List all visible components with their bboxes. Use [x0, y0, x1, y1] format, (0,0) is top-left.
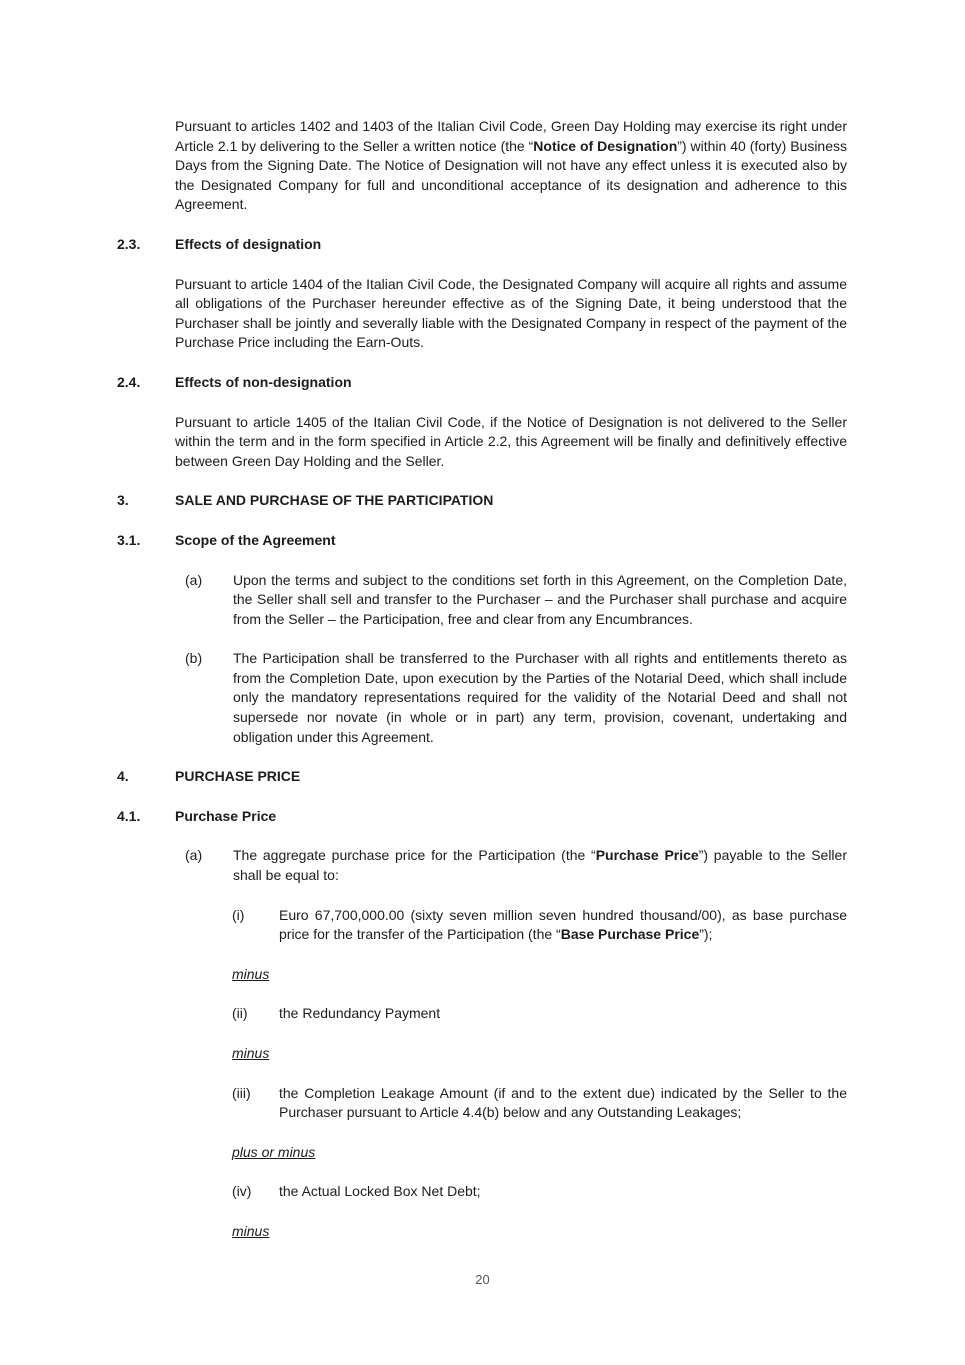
list-item-b: [185, 649, 847, 747]
list-marker: (ii): [232, 1005, 248, 1022]
text-run: The aggregate purchase price for the Participation (the “: [233, 847, 596, 864]
list-marker: (a): [185, 571, 203, 588]
text-run: Euro 67,700,000.00 (sixty seven million seven hundred thousand/00), as base purchase price for the transfer of the Participation (the “: [279, 906, 847, 943]
section-heading-3: [117, 491, 847, 511]
section-number: 3.: [117, 492, 129, 509]
text-run: ”) payable to the Seller shall be equal to:: [233, 847, 847, 884]
list-item-text: Upon the terms and subject to the conditions set forth in this Agreement, on the Completion Date, the Seller shall sell and transfer to the Purchaser – and the Purchaser shall purchase and acquire from the Seller – the Participation, free and clear from any Encumbrances.: [233, 571, 847, 627]
list-item-i: [232, 906, 847, 945]
section-title: Effects of non-designation: [175, 373, 352, 390]
section-2-4-paragraph: Pursuant to article 1405 of the Italian Civil Code, if the Notice of Designation is not delivered to the Seller within the term and in the form specified in Article 2.2, this Agreement will be finally and definitively effective between Green Day Holding and the Seller.: [175, 413, 847, 469]
list-marker: (i): [232, 906, 245, 923]
defined-term-base-purchase-price: Base Purchase Price: [560, 926, 700, 943]
connector-plus-or-minus: [232, 1143, 847, 1163]
page-number: 20: [475, 1272, 490, 1287]
text-run: ”);: [699, 926, 713, 943]
list-marker: (a): [185, 847, 203, 864]
section-number: 3.1.: [117, 531, 141, 548]
list-item-text: [233, 846, 847, 885]
list-item-a: [185, 571, 847, 630]
document-content: [117, 117, 847, 1262]
section-number: 4.1.: [117, 807, 141, 824]
connector-text: plus or minus: [232, 1143, 316, 1160]
defined-term-purchase-price: Purchase Price: [595, 847, 699, 864]
list-marker: (b): [185, 650, 203, 667]
section-number: 2.3.: [117, 235, 141, 252]
connector-text: minus: [232, 965, 270, 982]
list-item-a-purchase-price: [185, 846, 847, 885]
list-item-text: the Completion Leakage Amount (if and to the extent due) indicated by the Seller to the Purchaser pursuant to Article 4.4(b) below and any Outstanding Leakages;: [279, 1084, 847, 1121]
section-heading-2-4: [117, 373, 847, 393]
section-number: 2.4.: [117, 373, 141, 390]
list-item-ii: [232, 1004, 847, 1024]
list-item-text: the Actual Locked Box Net Debt;: [279, 1183, 481, 1200]
section-heading-3-1: [117, 531, 847, 551]
text-run: ”) within 40 (forty) Business Days from the Signing Date. The Notice of Designation will not have any effect unless it is executed also by the Designated Company for full and unconditional acceptance of its designation and adherence to this Agreement.: [175, 137, 847, 213]
section-title: PURCHASE PRICE: [175, 768, 301, 785]
connector-minus-1: [232, 965, 847, 985]
section-title: Purchase Price: [175, 807, 277, 824]
list-marker: (iii): [232, 1084, 251, 1101]
list-item-text: the Redundancy Payment: [279, 1005, 441, 1022]
section-title: Effects of designation: [175, 235, 322, 252]
section-heading-4-1: [117, 807, 847, 827]
section-title: SALE AND PURCHASE OF THE PARTICIPATION: [175, 492, 494, 509]
page-footer: [0, 1270, 965, 1290]
list-item-text: The Participation shall be transferred to the Purchaser with all rights and entitlements thereto as from the Completion Date, upon execution by the Parties of the Notarial Deed, which shall include only the mandatory representations required for the validity of the Notarial Deed and shall not supersede nor novate (in whole or in part) any term, provision, covenant, undertaking and obligation under this Agreement.: [233, 650, 847, 745]
connector-minus-3: [232, 1222, 847, 1242]
section-heading-2-3: [117, 235, 847, 255]
defined-term-notice-of-designation: Notice of Designation: [533, 137, 678, 154]
list-item-iv: [232, 1182, 847, 1202]
connector-text: minus: [232, 1222, 270, 1239]
list-item-iii: [232, 1084, 847, 1123]
section-heading-4: [117, 767, 847, 787]
section-2-3-paragraph: Pursuant to article 1404 of the Italian Civil Code, the Designated Company will acquire all rights and assume all obligations of the Purchaser hereunder effective as of the Signing Date, it being understood that the Purchaser shall be jointly and severally liable with the Designated Company in respect of the payment of the Purchase Price including the Earn-Outs.: [175, 275, 847, 351]
list-item-text: [279, 906, 847, 945]
connector-text: minus: [232, 1045, 270, 1061]
intro-paragraph: [175, 117, 847, 215]
connector-minus-2: [232, 1044, 847, 1064]
section-title: Scope of the Agreement: [175, 531, 336, 548]
text-run: Pursuant to articles 1402 and 1403 of the Italian Civil Code, Green Day Holding may exercise its right under Article 2.1 by delivering to the Seller a written notice (the “: [175, 118, 847, 154]
list-marker: (iv): [232, 1183, 252, 1200]
section-number: 4.: [117, 768, 129, 785]
